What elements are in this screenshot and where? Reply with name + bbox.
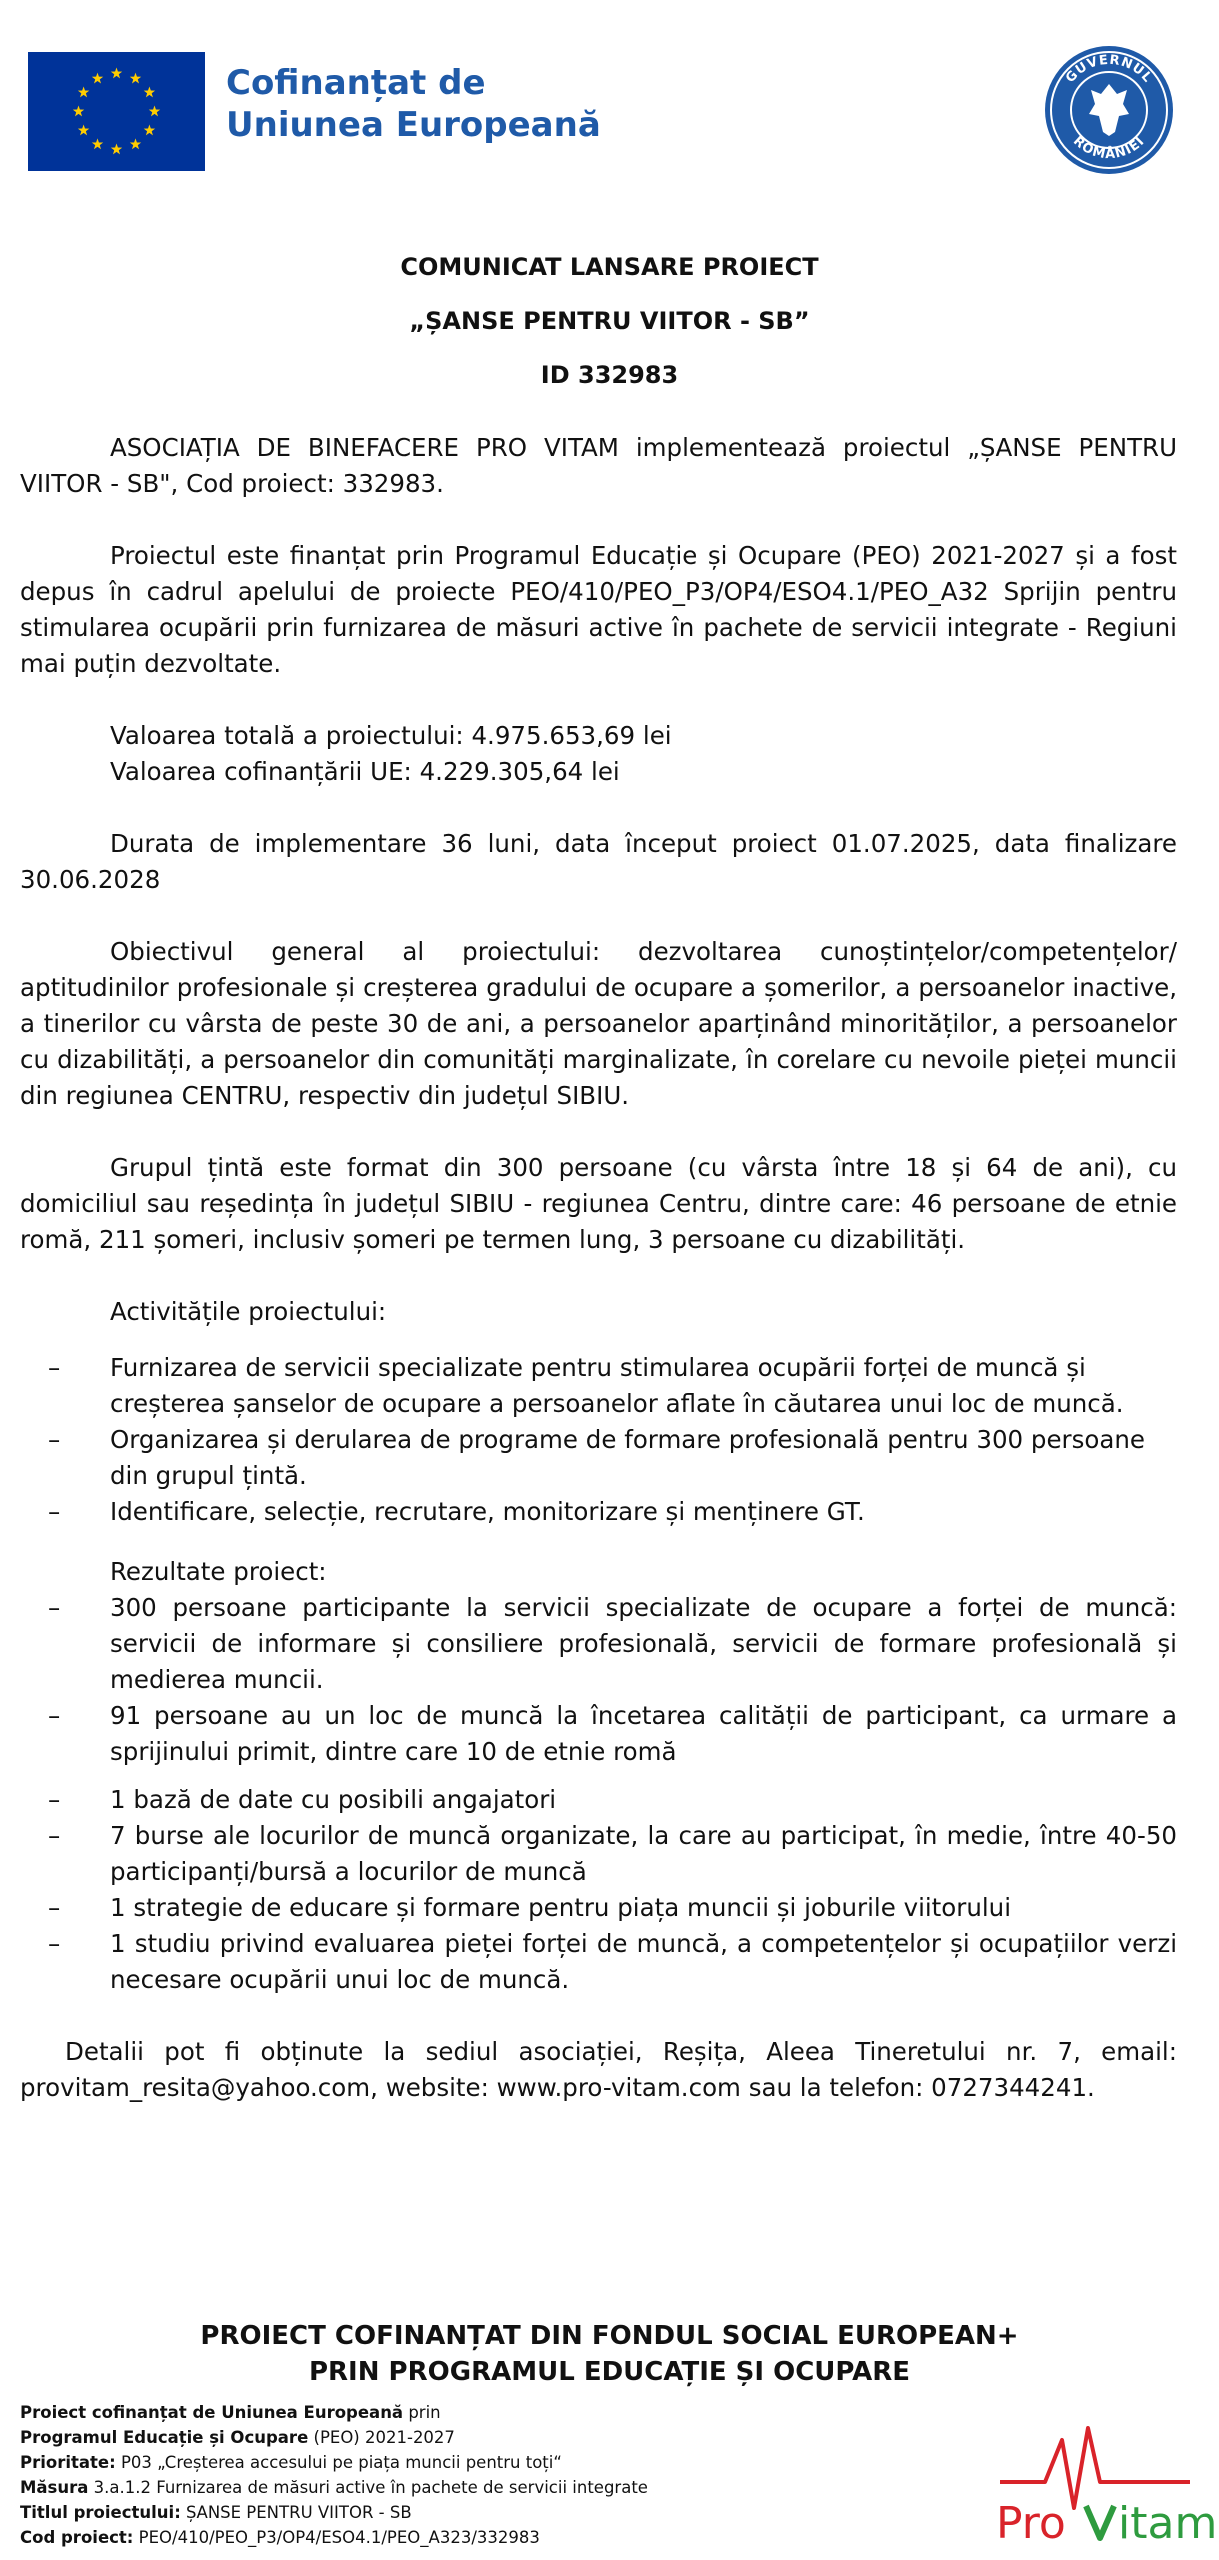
eu-star-icon: [144, 87, 155, 98]
eu-logo-line1: Cofinanțat de: [226, 63, 486, 103]
activities-list: [20, 1350, 1177, 1530]
dash-bullet: –: [48, 1785, 61, 1814]
eu-star-icon: [92, 73, 103, 84]
eu-flag-icon: [28, 52, 205, 171]
paragraph-intro: ASOCIAȚIA DE BINEFACERE PRO VITAM implementează proiectul „ȘANSE PENTRU VIITOR - SB", Cod proiect: 332983.: [20, 433, 1177, 498]
eu-star-icon: [111, 68, 122, 79]
value-eu: Valoarea cofinanțării UE: 4.229.305,64 lei: [110, 757, 620, 786]
footer-info-line: Proiect cofinanțat de Uniunea Europeană prin: [20, 2403, 441, 2422]
list-item: [20, 1782, 1177, 1818]
list-item: [20, 1494, 1177, 1530]
eu-star-icon: [111, 144, 122, 155]
dash-bullet: –: [48, 1821, 61, 1850]
list-item: [20, 1890, 1177, 1926]
paragraph-contact: Detalii pot fi obținute la sediul asociației, Reșița, Aleea Tineretului nr. 7, email: provitam_resita@yahoo.com, website: www.pro-vitam.com sau la telefon: 0727344241.: [20, 2037, 1177, 2102]
dash-bullet: –: [48, 1353, 61, 1382]
eu-logo-line2: Uniunea Europeană: [226, 105, 601, 145]
title-line2: „ȘANSE PENTRU VIITOR - SB”: [409, 307, 810, 335]
dash-bullet: –: [48, 1701, 61, 1730]
results-list: [20, 1590, 1177, 1998]
list-item: [20, 1926, 1177, 1998]
footer-info-line: Măsura 3.a.1.2 Furnizarea de măsuri active în pachete de servicii integrate: [20, 2478, 648, 2497]
paragraph-objective: Obiectivul general al proiectului: dezvoltarea cunoștințelor/competențelor/ aptitudinilor profesionale și creșterea gradului de ocupare a șomerilor, a persoanelor inactive, a tinerilor cu vârsta de peste 30 de ani, a persoanelor aparținând minorităților, a persoanelor cu dizabilități, a persoanelor din comunități marginalizate, în corelare cu nevoile pieței muncii din regiunea CENTRU, respectiv din județul SIBIU.: [20, 937, 1177, 1110]
document-body: [20, 430, 1177, 2142]
eu-star-icon: [92, 138, 103, 149]
eu-star-icon: [78, 125, 89, 136]
dash-bullet: –: [48, 1893, 61, 1922]
eu-star-icon: [130, 73, 141, 84]
eu-star-icon: [149, 106, 160, 117]
title-line1: COMUNICAT LANSARE PROIECT: [400, 253, 819, 281]
footer-bold-line2: PRIN PROGRAMUL EDUCAȚIE ȘI OCUPARE: [308, 2357, 910, 2387]
footer-info-line: Titlul proiectului: ȘANSE PENTRU VIITOR - SB: [20, 2503, 412, 2522]
logo-pro-text: Pro: [996, 2498, 1066, 2549]
activity-text: Identificare, selecție, recrutare, monitorizare și menținere GT.: [110, 1497, 865, 1526]
dash-bullet: –: [48, 1425, 61, 1454]
footer-info-line: Prioritate: P03 „Creșterea accesului pe piața muncii pentru toți“: [20, 2453, 562, 2472]
eu-cofinanced-logo-text: [226, 62, 601, 146]
footer-bold-line1: PROIECT COFINANȚAT DIN FONDUL SOCIAL EUROPEAN+: [200, 2321, 1019, 2351]
header: [0, 0, 1219, 200]
paragraph-target-group: Grupul țintă este format din 300 persoane (cu vârsta între 18 și 64 de ani), cu domiciliul sau reședința în județul SIBIU - regiunea Centru, dintre care: 46 persoane de etnie romă, 211 șomeri, inclusiv șomeri pe termen lung, 3 persoane cu dizabilități.: [20, 1153, 1177, 1254]
activity-text: Furnizarea de servicii specializate pentru stimularea ocupării forței de muncă și creșterea șanselor de ocupare a persoanelor aflate în căutarea unui loc de muncă.: [110, 1353, 1124, 1418]
list-item: [20, 1818, 1177, 1890]
footer-info-line: Cod proiect: PEO/410/PEO_P3/OP4/ESO4.1/PEO_A323/332983: [20, 2528, 540, 2547]
footer-info-line: Programul Educație și Ocupare (PEO) 2021-2027: [20, 2428, 455, 2447]
footer-cofinanced-statement: [0, 2318, 1219, 2390]
list-item: [20, 1350, 1177, 1422]
result-text: 1 bază de date cu posibili angajatori: [110, 1785, 557, 1814]
activity-text: Organizarea și derularea de programe de formare profesională pentru 300 persoane din grupul țintă.: [110, 1425, 1145, 1490]
activities-heading: Activitățile proiectului:: [110, 1297, 387, 1326]
list-item: [20, 1590, 1177, 1698]
pro-vitam-logo: [990, 2420, 1218, 2550]
eu-star-icon: [130, 138, 141, 149]
eu-star-icon: [144, 125, 155, 136]
seal-top-text: GUVERNUL: [1062, 52, 1156, 87]
document-title: [0, 240, 1219, 402]
romanian-government-seal-icon: [1043, 44, 1175, 176]
footer-project-info: [20, 2400, 648, 2550]
title-line3: ID 332983: [540, 361, 679, 389]
paragraph-financing: Proiectul este finanțat prin Programul Educație și Ocupare (PEO) 2021-2027 și a fost depus în cadrul apelului de proiecte PEO/410/PEO_P3/OP4/ESO4.1/PEO_A32 Sprijin pentru stimularea ocupării prin furnizarea de măsuri active în pachete de servicii integrate - Regiuni mai puțin dezvoltate.: [20, 541, 1177, 678]
value-total: Valoarea totală a proiectului: 4.975.653,69 lei: [110, 721, 672, 750]
result-text: 7 burse ale locurilor de muncă organizate, la care au participat, în medie, între 40-50 participanți/bursă a locurilor de muncă: [110, 1821, 1177, 1886]
result-text: 91 persoane au un loc de muncă la încetarea calității de participant, ca urmare a sprijinului primit, dintre care 10 de etnie romă: [110, 1701, 1177, 1766]
eu-star-icon: [73, 106, 84, 117]
dash-bullet: –: [48, 1929, 61, 1958]
eu-star-icon: [78, 87, 89, 98]
seal-bottom-text: ROMÂNIEI: [1070, 133, 1148, 163]
eu-stars-icon: [28, 52, 205, 171]
dash-bullet: –: [48, 1593, 61, 1622]
paragraph-duration: Durata de implementare 36 luni, data început proiect 01.07.2025, data finalizare 30.06.2028: [20, 829, 1177, 894]
results-heading: Rezultate proiect:: [110, 1557, 327, 1586]
result-text: 1 strategie de educare și formare pentru piața muncii și joburile viitorului: [110, 1893, 1012, 1922]
list-item: [20, 1422, 1177, 1494]
dash-bullet: –: [48, 1497, 61, 1526]
result-text: 300 persoane participante la servicii specializate de ocupare a forței de muncă: servicii de informare și consiliere profesională, servicii de formare profesională și medierea muncii.: [110, 1593, 1177, 1694]
list-item: [20, 1698, 1177, 1770]
logo-vitam-text: itam: [1118, 2498, 1218, 2549]
result-text: 1 studiu privind evaluarea pieței forței de muncă, a competențelor și ocupațiilor verzi necesare ocupării unui loc de muncă.: [110, 1929, 1177, 1994]
